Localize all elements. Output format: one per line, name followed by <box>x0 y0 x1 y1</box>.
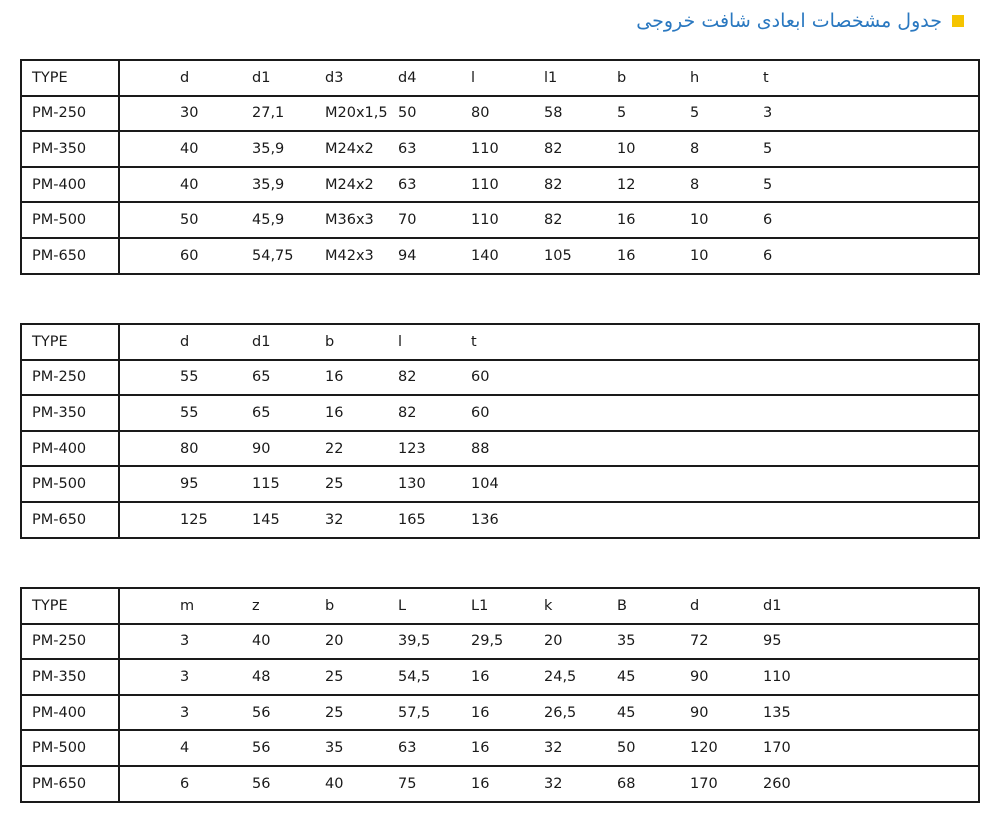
value-cell: 35 <box>325 730 398 766</box>
value-cell: 88 <box>471 431 979 467</box>
value-cell: 6 <box>763 238 979 274</box>
column-header-cell: d1 <box>252 324 325 360</box>
value-cell: 90 <box>690 659 763 695</box>
value-cell: 3 <box>119 659 252 695</box>
table-row <box>21 466 979 502</box>
value-cell: 40 <box>119 131 252 167</box>
value-cell: 60 <box>471 395 979 431</box>
table-row <box>21 360 979 396</box>
value-cell: 30 <box>119 96 252 132</box>
value-cell: 94 <box>398 238 471 274</box>
value-cell: 39,5 <box>398 624 471 660</box>
dimension-table-3 <box>20 587 980 803</box>
type-cell: PM-250 <box>21 96 119 132</box>
value-cell: 50 <box>617 730 690 766</box>
value-cell: 110 <box>471 167 544 203</box>
table-row <box>21 96 979 132</box>
value-cell: 58 <box>544 96 617 132</box>
type-cell: PM-500 <box>21 202 119 238</box>
value-cell: 35,9 <box>252 131 325 167</box>
value-cell: 8 <box>690 167 763 203</box>
column-header-cell: d1 <box>763 588 979 624</box>
value-cell: 54,75 <box>252 238 325 274</box>
value-cell: 25 <box>325 695 398 731</box>
value-cell: 82 <box>544 202 617 238</box>
column-header-cell: l <box>398 324 471 360</box>
type-header-cell: TYPE <box>21 60 119 96</box>
table-row <box>21 395 979 431</box>
value-cell: 110 <box>471 202 544 238</box>
table-row <box>21 202 979 238</box>
value-cell: 40 <box>252 624 325 660</box>
value-cell: 140 <box>471 238 544 274</box>
value-cell: 5 <box>690 96 763 132</box>
value-cell: 80 <box>119 431 252 467</box>
value-cell: 95 <box>763 624 979 660</box>
value-cell: 70 <box>398 202 471 238</box>
value-cell: 130 <box>398 466 471 502</box>
yellow-square-icon <box>952 15 964 27</box>
table-header-row <box>21 588 979 624</box>
value-cell: 82 <box>398 395 471 431</box>
value-cell: 22 <box>325 431 398 467</box>
value-cell: 65 <box>252 395 325 431</box>
column-header-cell: l1 <box>544 60 617 96</box>
value-cell: M24x2 <box>325 131 398 167</box>
value-cell: 6 <box>763 202 979 238</box>
value-cell: 10 <box>690 238 763 274</box>
value-cell: M24x2 <box>325 167 398 203</box>
type-header-cell: TYPE <box>21 588 119 624</box>
section-title <box>636 10 964 32</box>
table-header-row <box>21 60 979 96</box>
column-header-cell: L <box>398 588 471 624</box>
column-header-cell: t <box>471 324 979 360</box>
value-cell: 16 <box>325 395 398 431</box>
value-cell: 145 <box>252 502 325 538</box>
value-cell: 48 <box>252 659 325 695</box>
value-cell: 25 <box>325 466 398 502</box>
value-cell: 110 <box>471 131 544 167</box>
column-header-cell: k <box>544 588 617 624</box>
value-cell: 63 <box>398 167 471 203</box>
value-cell: M36x3 <box>325 202 398 238</box>
type-cell: PM-250 <box>21 624 119 660</box>
value-cell: 26,5 <box>544 695 617 731</box>
type-cell: PM-650 <box>21 766 119 802</box>
value-cell: 45 <box>617 659 690 695</box>
value-cell: 4 <box>119 730 252 766</box>
value-cell: 16 <box>617 238 690 274</box>
value-cell: 8 <box>690 131 763 167</box>
value-cell: 16 <box>471 730 544 766</box>
value-cell: 105 <box>544 238 617 274</box>
value-cell: 5 <box>763 167 979 203</box>
column-header-cell: b <box>325 324 398 360</box>
value-cell: 60 <box>119 238 252 274</box>
value-cell: 75 <box>398 766 471 802</box>
table-row <box>21 131 979 167</box>
value-cell: 90 <box>690 695 763 731</box>
value-cell: 16 <box>617 202 690 238</box>
value-cell: 55 <box>119 395 252 431</box>
type-header-cell: TYPE <box>21 324 119 360</box>
column-header-cell: d <box>119 324 252 360</box>
column-header-cell: d1 <box>252 60 325 96</box>
value-cell: 16 <box>471 695 544 731</box>
page-title: جدول مشخصات ابعادی شافت خروجی <box>636 10 942 32</box>
table-row <box>21 730 979 766</box>
value-cell: 32 <box>325 502 398 538</box>
value-cell: 82 <box>544 167 617 203</box>
value-cell: 104 <box>471 466 979 502</box>
type-cell: PM-250 <box>21 360 119 396</box>
type-cell: PM-350 <box>21 659 119 695</box>
column-header-cell: b <box>617 60 690 96</box>
value-cell: 80 <box>471 96 544 132</box>
value-cell: 63 <box>398 131 471 167</box>
value-cell: 5 <box>617 96 690 132</box>
column-header-cell: b <box>325 588 398 624</box>
value-cell: 65 <box>252 360 325 396</box>
table-row <box>21 167 979 203</box>
column-header-cell: m <box>119 588 252 624</box>
dimension-table-2 <box>20 323 980 539</box>
value-cell: 10 <box>617 131 690 167</box>
value-cell: 40 <box>325 766 398 802</box>
type-cell: PM-350 <box>21 131 119 167</box>
type-cell: PM-400 <box>21 431 119 467</box>
value-cell: 110 <box>763 659 979 695</box>
value-cell: 45 <box>617 695 690 731</box>
value-cell: 50 <box>398 96 471 132</box>
type-cell: PM-650 <box>21 502 119 538</box>
value-cell: 63 <box>398 730 471 766</box>
value-cell: M42x3 <box>325 238 398 274</box>
table-row <box>21 431 979 467</box>
value-cell: 170 <box>690 766 763 802</box>
value-cell: 27,1 <box>252 96 325 132</box>
table-row <box>21 238 979 274</box>
type-cell: PM-500 <box>21 730 119 766</box>
value-cell: 60 <box>471 360 979 396</box>
value-cell: 3 <box>119 695 252 731</box>
value-cell: 16 <box>471 659 544 695</box>
table-row <box>21 502 979 538</box>
value-cell: 40 <box>119 167 252 203</box>
value-cell: 56 <box>252 730 325 766</box>
value-cell: 16 <box>471 766 544 802</box>
value-cell: 115 <box>252 466 325 502</box>
value-cell: 20 <box>544 624 617 660</box>
column-header-cell: t <box>763 60 979 96</box>
value-cell: 5 <box>763 131 979 167</box>
value-cell: 125 <box>119 502 252 538</box>
value-cell: 10 <box>690 202 763 238</box>
value-cell: 29,5 <box>471 624 544 660</box>
table-row <box>21 624 979 660</box>
value-cell: 6 <box>119 766 252 802</box>
value-cell: 12 <box>617 167 690 203</box>
column-header-cell: z <box>252 588 325 624</box>
value-cell: 72 <box>690 624 763 660</box>
value-cell: 82 <box>544 131 617 167</box>
value-cell: 32 <box>544 730 617 766</box>
column-header-cell: L1 <box>471 588 544 624</box>
dimension-table-1 <box>20 59 980 275</box>
table-row <box>21 659 979 695</box>
value-cell: 95 <box>119 466 252 502</box>
value-cell: 68 <box>617 766 690 802</box>
type-cell: PM-400 <box>21 167 119 203</box>
value-cell: 120 <box>690 730 763 766</box>
value-cell: 16 <box>325 360 398 396</box>
column-header-cell: d <box>119 60 252 96</box>
value-cell: 20 <box>325 624 398 660</box>
value-cell: 136 <box>471 502 979 538</box>
column-header-cell: h <box>690 60 763 96</box>
value-cell: M20x1,5 <box>325 96 398 132</box>
table-row <box>21 695 979 731</box>
column-header-cell: d <box>690 588 763 624</box>
value-cell: 135 <box>763 695 979 731</box>
column-header-cell: d3 <box>325 60 398 96</box>
value-cell: 82 <box>398 360 471 396</box>
value-cell: 54,5 <box>398 659 471 695</box>
value-cell: 25 <box>325 659 398 695</box>
column-header-cell: B <box>617 588 690 624</box>
table-header-row <box>21 324 979 360</box>
value-cell: 24,5 <box>544 659 617 695</box>
value-cell: 90 <box>252 431 325 467</box>
table-row <box>21 766 979 802</box>
value-cell: 32 <box>544 766 617 802</box>
value-cell: 165 <box>398 502 471 538</box>
value-cell: 57,5 <box>398 695 471 731</box>
type-cell: PM-650 <box>21 238 119 274</box>
value-cell: 3 <box>763 96 979 132</box>
value-cell: 170 <box>763 730 979 766</box>
value-cell: 56 <box>252 695 325 731</box>
column-header-cell: l <box>471 60 544 96</box>
value-cell: 55 <box>119 360 252 396</box>
value-cell: 35,9 <box>252 167 325 203</box>
type-cell: PM-500 <box>21 466 119 502</box>
value-cell: 45,9 <box>252 202 325 238</box>
value-cell: 35 <box>617 624 690 660</box>
column-header-cell: d4 <box>398 60 471 96</box>
value-cell: 260 <box>763 766 979 802</box>
value-cell: 3 <box>119 624 252 660</box>
value-cell: 56 <box>252 766 325 802</box>
value-cell: 123 <box>398 431 471 467</box>
type-cell: PM-350 <box>21 395 119 431</box>
value-cell: 50 <box>119 202 252 238</box>
type-cell: PM-400 <box>21 695 119 731</box>
